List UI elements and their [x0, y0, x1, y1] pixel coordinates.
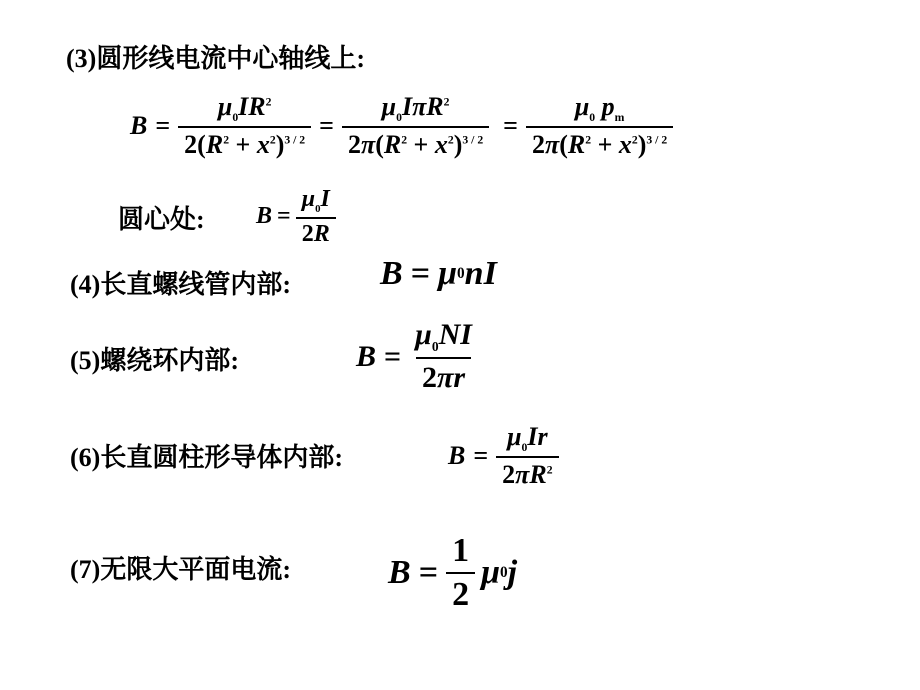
fraction-cylinder — [496, 422, 558, 490]
formula-lhs-b: B — [380, 255, 403, 292]
formula-axis-field — [130, 92, 673, 160]
heading-circle-center: 圆心处: — [118, 205, 205, 234]
symbol-n: n — [464, 255, 484, 292]
numerator: $\mu_0$ $p_m$ — [574, 92, 625, 125]
equals-sign: = — [155, 111, 171, 141]
formula-lhs-b: B — [256, 203, 273, 230]
equals-sign: = — [418, 554, 439, 591]
mu-symbol: μ — [438, 255, 457, 292]
numerator: $\mu_0I$ — [301, 186, 330, 215]
equals-sign: = — [319, 111, 334, 141]
numerator: 1 — [452, 532, 470, 569]
fraction-one-half — [446, 532, 475, 614]
denominator: $2\pi R^2$ — [496, 456, 558, 490]
heading-circular-current-axis: (3)圆形线电流中心轴线上: — [66, 44, 365, 73]
fraction-center — [296, 186, 336, 248]
subscript-zero: 0 — [456, 265, 465, 282]
equals-sign: = — [473, 441, 489, 471]
symbol-i: I — [483, 255, 497, 292]
formula-lhs-b: B — [356, 339, 377, 373]
fraction-axis-2 — [342, 92, 489, 160]
denominator: $2\pi(R^2 + x^2)^{3 / 2}$ — [526, 126, 673, 160]
heading-toroid: (5)螺绕环内部: — [70, 346, 239, 375]
formula-center-field — [256, 186, 336, 248]
formula-plane-field — [388, 532, 517, 614]
formula-lhs-b: B — [130, 111, 148, 141]
numerator: $\mu_0IR^2$ — [217, 92, 272, 125]
formula-cylinder-field — [448, 422, 559, 490]
formula-toroid-field — [356, 318, 478, 395]
formula-solenoid-field — [380, 255, 497, 293]
denominator: 2R — [296, 217, 336, 248]
fraction-toroid — [409, 318, 478, 395]
equals-sign: = — [277, 203, 291, 230]
equals-sign: = — [410, 255, 431, 292]
mu-symbol: μ — [481, 554, 500, 591]
fraction-axis-3 — [526, 92, 673, 160]
fraction-axis-1 — [178, 92, 311, 160]
equals-sign: = — [503, 111, 518, 141]
equals-sign: = — [384, 339, 402, 373]
denominator: $2\pi(R^2 + x^2)^{3 / 2}$ — [342, 126, 489, 160]
numerator: $\mu_0I\pi R^2$ — [381, 92, 450, 125]
formula-lhs-b: B — [388, 554, 411, 591]
formula-lhs-b: B — [448, 441, 466, 471]
numerator: $\mu_0NI$ — [415, 318, 472, 354]
numerator: $\mu_0Ir$ — [507, 422, 548, 455]
heading-cylinder-inside: (6)长直圆柱形导体内部: — [70, 443, 343, 472]
heading-infinite-plane: (7)无限大平面电流: — [70, 555, 291, 584]
denominator: 2 — [446, 572, 475, 614]
denominator: $2(R^2 + x^2)^{3 / 2}$ — [178, 126, 311, 160]
denominator: 2πr — [416, 357, 471, 395]
symbol-j: j — [507, 554, 518, 591]
subscript-zero: 0 — [499, 564, 508, 581]
heading-solenoid: (4)长直螺线管内部: — [70, 270, 291, 299]
